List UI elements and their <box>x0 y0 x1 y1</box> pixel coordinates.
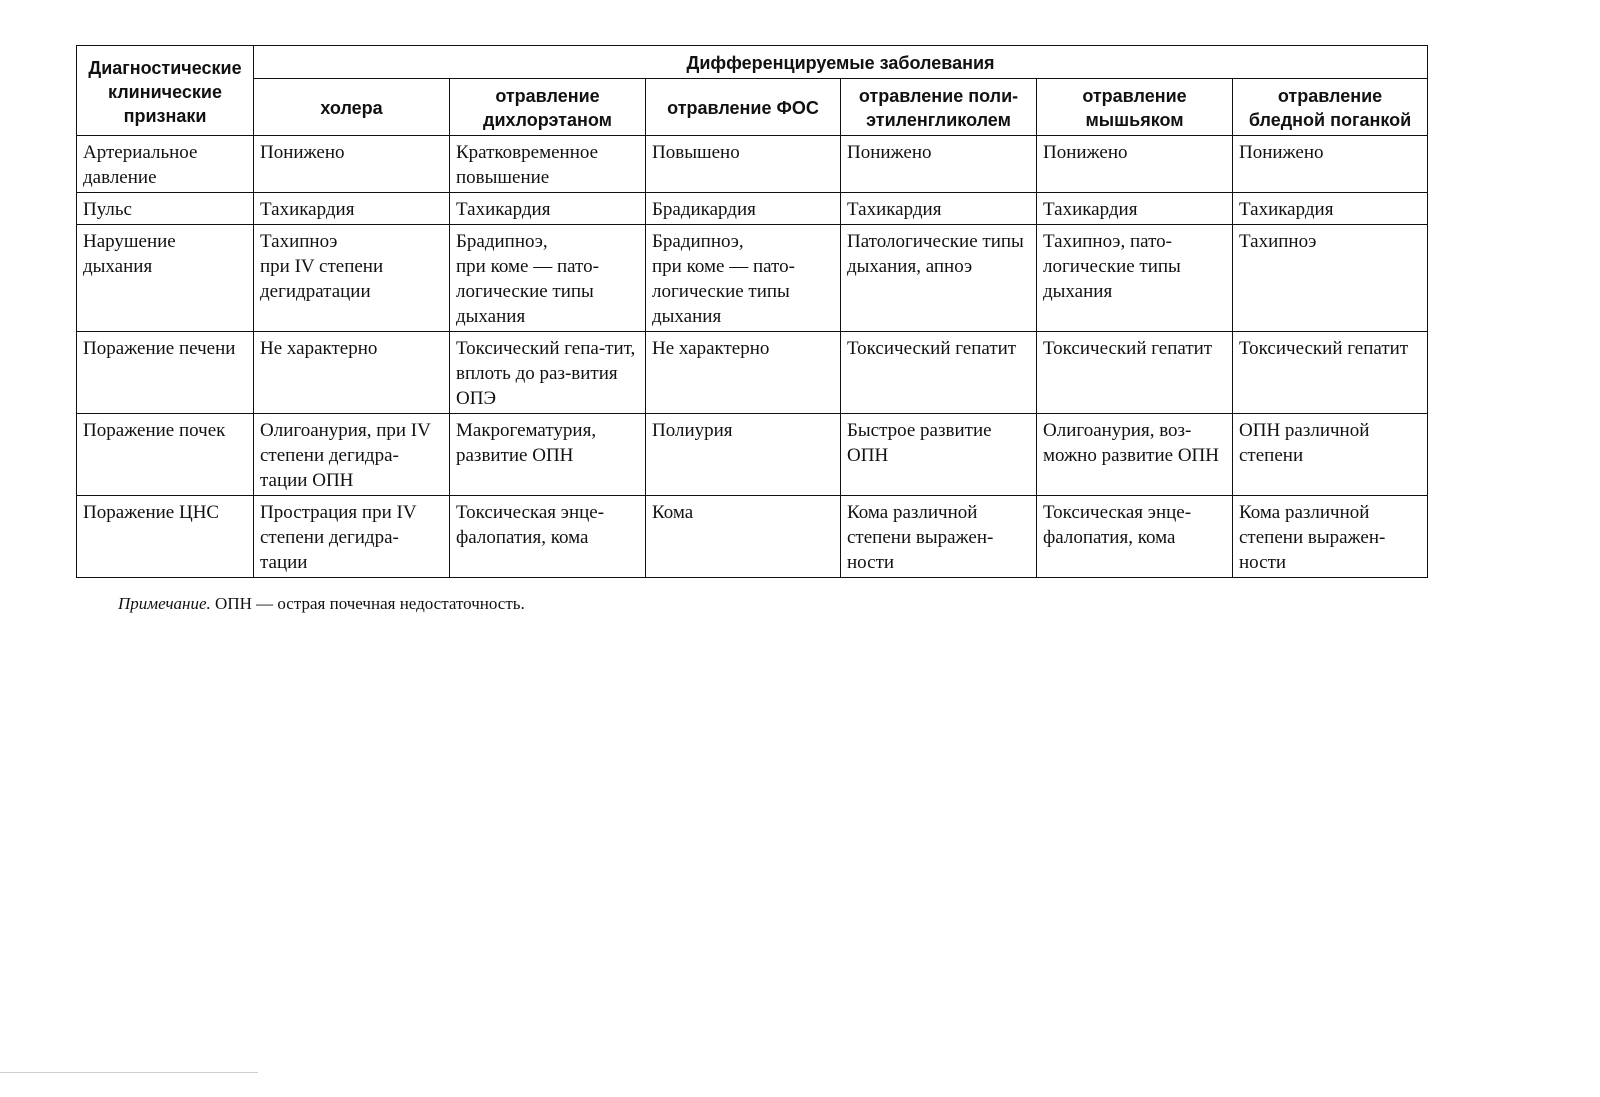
column-header: холера <box>254 79 450 136</box>
table-cell: Олигоанурия, воз-можно развитие ОПН <box>1037 414 1233 496</box>
table-cell: Брадикардия <box>646 193 841 225</box>
table-footnote <box>118 594 525 614</box>
table-cell: Кома <box>646 496 841 578</box>
column-header: отравление ФОС <box>646 79 841 136</box>
row-label: Поражение ЦНС <box>77 496 254 578</box>
table-row <box>77 136 1428 193</box>
row-label: Нарушение дыхания <box>77 225 254 332</box>
table-cell: Токсический гепатит <box>1233 332 1428 414</box>
table-cell: Тахипноэ при IV степени дегидратации <box>254 225 450 332</box>
scan-edge-line <box>0 1072 258 1073</box>
table-cell: Тахикардия <box>1037 193 1233 225</box>
table-cell: Не характерно <box>646 332 841 414</box>
table-cell: Тахипноэ, пато-логические типы дыхания <box>1037 225 1233 332</box>
table-cell: Тахипноэ <box>1233 225 1428 332</box>
table-cell: Повышено <box>646 136 841 193</box>
table-cell: Брадипноэ, при коме — пато-логические типы дыхания <box>450 225 646 332</box>
column-header: отравление поли-этиленгликолем <box>841 79 1037 136</box>
table-cell: Понижено <box>1037 136 1233 193</box>
column-header: отравление бледной поганкой <box>1233 79 1428 136</box>
row-label: Артериальное давление <box>77 136 254 193</box>
table-cell: Тахикардия <box>1233 193 1428 225</box>
table-cell: Не характерно <box>254 332 450 414</box>
table-cell: Кратковременное повышение <box>450 136 646 193</box>
table-cell: Тахикардия <box>450 193 646 225</box>
column-header: отравление дихлорэтаном <box>450 79 646 136</box>
table-cell: Токсический гепатит <box>1037 332 1233 414</box>
row-label: Поражение почек <box>77 414 254 496</box>
table-cell: ОПН различной степени <box>1233 414 1428 496</box>
table-cell: Брадипноэ, при коме — пато-логические типы дыхания <box>646 225 841 332</box>
differential-diagnosis-table <box>76 45 1428 578</box>
row-label: Пульс <box>77 193 254 225</box>
corner-header: Диагностические клинические признаки <box>77 46 254 136</box>
table-row <box>77 496 1428 578</box>
table-cell: Тахикардия <box>254 193 450 225</box>
table-cell: Понижено <box>1233 136 1428 193</box>
table-row <box>77 193 1428 225</box>
table-cell: Олигоанурия, при IV степени дегидра-тации ОПН <box>254 414 450 496</box>
table-cell: Прострация при IV степени дегидра-тации <box>254 496 450 578</box>
table-cell: Быстрое развитие ОПН <box>841 414 1037 496</box>
table-cell: Кома различной степени выражен-ности <box>841 496 1037 578</box>
table-cell: Токсический гепатит <box>841 332 1037 414</box>
row-label: Поражение печени <box>77 332 254 414</box>
table-cell: Токсический гепа-тит, вплоть до раз-вития ОПЭ <box>450 332 646 414</box>
group-header: Дифференцируемые заболевания <box>254 46 1428 79</box>
table-cell: Тахикардия <box>841 193 1037 225</box>
table-cell: Токсическая энце-фалопатия, кома <box>450 496 646 578</box>
footnote-label: Примечание. <box>118 594 211 613</box>
table-cell: Понижено <box>254 136 450 193</box>
table-cell: Понижено <box>841 136 1037 193</box>
table-cell: Макрогематурия, развитие ОПН <box>450 414 646 496</box>
footnote-text: ОПН — острая почечная недостаточность. <box>210 594 525 613</box>
table-row <box>77 414 1428 496</box>
table-cell: Кома различной степени выражен-ности <box>1233 496 1428 578</box>
table-cell: Токсическая энце-фалопатия, кома <box>1037 496 1233 578</box>
table-row <box>77 225 1428 332</box>
column-header: отравление мышьяком <box>1037 79 1233 136</box>
table-cell: Полиурия <box>646 414 841 496</box>
table-cell: Патологические типы дыхания, апноэ <box>841 225 1037 332</box>
table-row <box>77 332 1428 414</box>
